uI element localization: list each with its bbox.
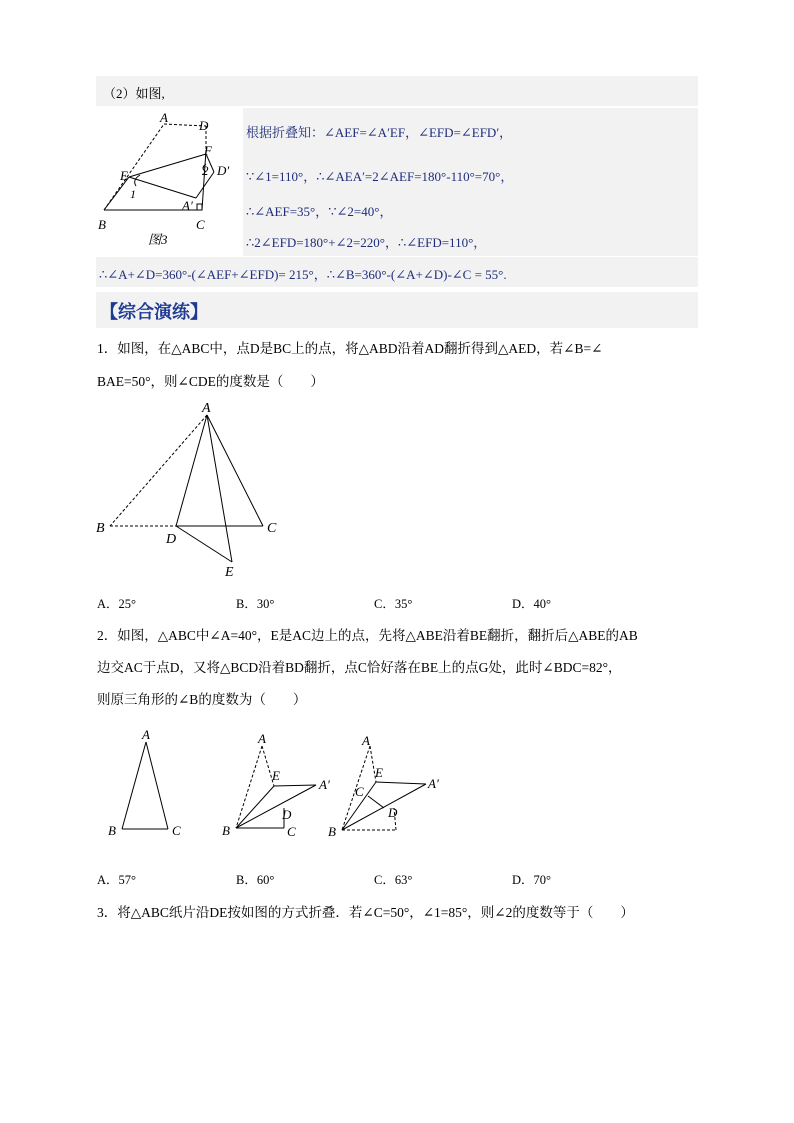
q2f2-label-D: D	[282, 807, 292, 822]
section-title: 【综合演练】	[100, 302, 208, 323]
q2-option-c[interactable]: C．63°	[374, 873, 413, 887]
q2-option-a[interactable]: A．57°	[97, 873, 137, 887]
q1-option-d[interactable]: D．40°	[512, 597, 552, 611]
q2-line-3: 则原三角形的∠B的度数为（ ）	[97, 692, 307, 707]
q2f3-label-D: D	[388, 805, 398, 820]
q3-line-1: 3．将△ABC纸片沿DE按如图的方式折叠．若∠C=50°，∠1=85°，则∠2的度数等于（ ）	[97, 905, 634, 920]
q2f2-label-Aprime: A′	[319, 777, 330, 792]
figure-3-fold-diagram	[96, 106, 244, 256]
fig3-label-D: D	[199, 118, 209, 133]
q1-label-B: B	[96, 521, 105, 536]
q2-option-d[interactable]: D．70°	[512, 873, 552, 887]
solution-part-label: （2）如图,	[103, 86, 165, 101]
fig3-label-E: E	[120, 168, 128, 183]
q2f2-label-A: A	[258, 731, 266, 746]
fig3-label-Dprime: D′	[217, 163, 230, 178]
solution-line-5: ∴∠A+∠D=360°-(∠AEF+∠EFD)= 215°，∴∠B=360°-(∠A+∠D)-∠C = 55°.	[99, 267, 507, 282]
fig3-label-F: F	[204, 143, 212, 158]
q2-figure-2	[218, 728, 338, 844]
q2-option-b[interactable]: B．60°	[236, 873, 275, 887]
q2-line-2: 边交AC于点D，又将△BCD沿着BD翻折，点C恰好落在BE上的点G处，此时∠BDC=82°，	[97, 660, 622, 675]
solution-header-shade	[96, 76, 698, 106]
q1-option-c[interactable]: C．35°	[374, 597, 413, 611]
fig3-label-B: B	[98, 217, 106, 232]
fig3-label-A: A	[160, 110, 168, 125]
q2f3-label-Aprime: A′	[428, 776, 439, 791]
q2f1-label-B: B	[108, 823, 116, 838]
fig3-label-2: 2	[202, 163, 209, 178]
q2f1-label-A: A	[142, 727, 150, 742]
q2f3-label-B: B	[328, 824, 336, 839]
q2-figure-3	[322, 728, 452, 844]
q2-figure-1	[96, 726, 196, 842]
q1-line-1: 1．如图，在△ABC中，点D是BC上的点，将△ABD沿着AD翻折得到△AED，若∠B=∠	[97, 341, 603, 356]
solution-line-2: ∵∠1=110°，∴∠AEA′=2∠AEF=180°-110°=70°，	[246, 169, 514, 184]
q1-option-b[interactable]: B．30°	[236, 597, 275, 611]
q2f3-label-E: E	[375, 765, 383, 780]
q1-label-D: D	[166, 532, 177, 547]
fig3-label-C: C	[196, 217, 205, 232]
fig3-label-Aprime: A′	[182, 198, 193, 213]
solution-line-1: 根据折叠知：∠AEF=∠A′EF，∠EFD=∠EFD′，	[246, 125, 513, 140]
q1-label-E: E	[225, 565, 234, 580]
q2f2-label-E: E	[272, 768, 280, 783]
solution-line-4: ∴2∠EFD=180°+∠2=220°，∴∠EFD=110°，	[246, 235, 487, 250]
q1-option-a[interactable]: A．25°	[97, 597, 137, 611]
q1-label-C: C	[267, 521, 277, 536]
q2f3-label-C: C	[355, 784, 364, 799]
q2-line-1: 2．如图，△ABC中∠A=40°，E是AC边上的点，先将△ABE沿着BE翻折，翻折后△ABE的AB	[97, 628, 638, 643]
fig3-caption: 图3	[148, 232, 168, 247]
fig3-label-1: 1	[130, 187, 136, 201]
q2f2-label-B: B	[222, 823, 230, 838]
q1-line-2: BAE=50°，则∠CDE的度数是（ ）	[97, 374, 324, 389]
q1-label-A: A	[202, 401, 211, 416]
solution-line-3: ∴∠AEF=35°，∵∠2=40°，	[246, 204, 393, 219]
q2f3-label-A: A	[362, 733, 370, 748]
q2f2-label-C: C	[287, 824, 296, 839]
q2f1-label-C: C	[172, 823, 181, 838]
q1-figure	[92, 396, 292, 582]
